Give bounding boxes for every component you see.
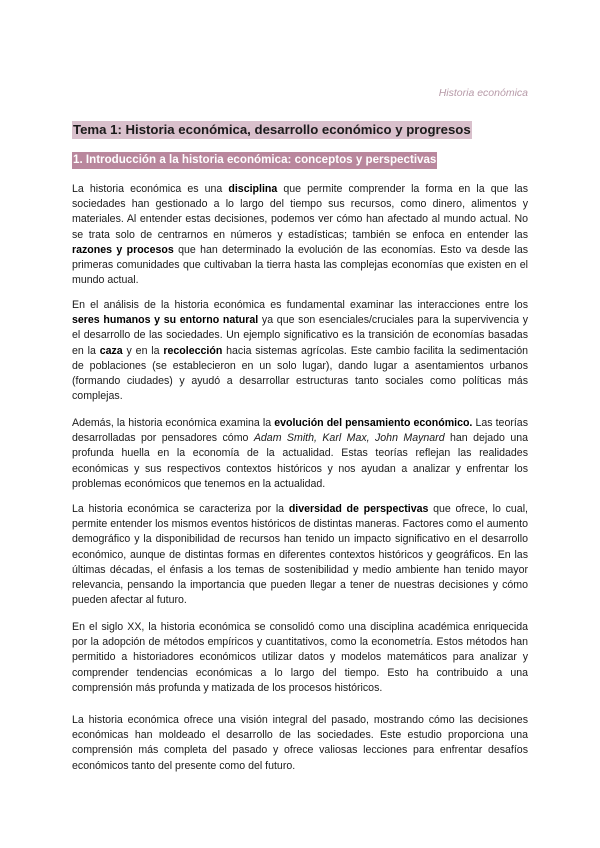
paragraph-2: En el análisis de la historia económica es fundamental examinar las interacciones entre los seres humanos y su entorno natural ya que son esenciales/cruciales para la supervivencia y el desarrollo de las sociedades. Un ejemplo significativo es la transición de economías basadas en la caza y en la recolección hacia sistemas agrícolas. Este cambio facilita la sedimentación de poblaciones (se establecieron en un solo lugar), dando lugar a asentamientos urbanos (formando ciudades) y ayudó a desarrollar estructuras tanto sociales como políticas más complejas.	[72, 299, 529, 403]
paragraph-6: La historia económica ofrece una visión integral del pasado, mostrando cómo las decisiones económicas han moldeado el desarrollo de las sociedades. Este estudio proporciona una comprensión más completa del pasado y ofrece valiosas lecciones para enfrentar desafíos económicos tanto del presente como del futuro.	[72, 714, 528, 772]
paragraph-3: Además, la historia económica examina la evolución del pensamiento económico. Las teorías desarrolladas por pensadores cómo Adam Smith, Karl Max, John Maynard han dejado una profunda huella en la economía de la actualidad. Estas teorías reflejan las realidades económicas y sus respectivos contextos históricos y nos ayudan a analizar y enfrentar los problemas económicos que tenemos en la actualidad.	[72, 417, 528, 490]
paragraph-5: En el siglo XX, la historia económica se consolidó como una disciplina académica enriquecida por la adopción de métodos empíricos y cuantitativos, como la econometría. Estos métodos han permitido a historiadores económicos utilizar datos y modelos matemáticos para analizar y comprender tendencias económicas a lo largo del tiempo. Esto ha contribuido a una comprensión más profunda y matizada de los procesos históricos.	[72, 621, 528, 694]
running-header: Historia económica	[438, 87, 528, 99]
chapter-title: Tema 1: Historia económica, desarrollo económico y progresos	[73, 122, 471, 137]
section-title: 1. Introducción a la historia económica: conceptos y perspectivas	[72, 152, 437, 169]
paragraph-4: La historia económica se caracteriza por la diversidad de perspectivas que ofrece, lo cual, permite entender los mismos eventos históricos de distintas maneras. Factores como el aumento demográfico y la disponibilidad de recursos han tenido un impacto significativo en el desarrollo económico, aunque de distintas formas en diferentes contextos históricos y geográficos. En las últimas décadas, el énfasis a los temas de sostenibilidad y medio ambiente han tenido mayor relevancia, pensando la importancia que pueden llegar a tener de nuestras decisiones y cómo pueden afectar al futuro.	[72, 503, 528, 607]
paragraph-1: La historia económica es una disciplina que permite comprender la forma en la que las sociedades han gestionado a lo largo del tiempo sus recursos, como dinero, alimentos y materiales. Al entender estas decisiones, podemos ver cómo han afectado al mundo actual. No se trata solo de centrarnos en números y estadísticas; también se enfoca en entender las razones y procesos que han determinado la evolución de las economías. Esto va desde las primeras comunidades que cultivaban la tierra hasta las complejas economías que existen en el mundo actual.	[72, 183, 529, 287]
